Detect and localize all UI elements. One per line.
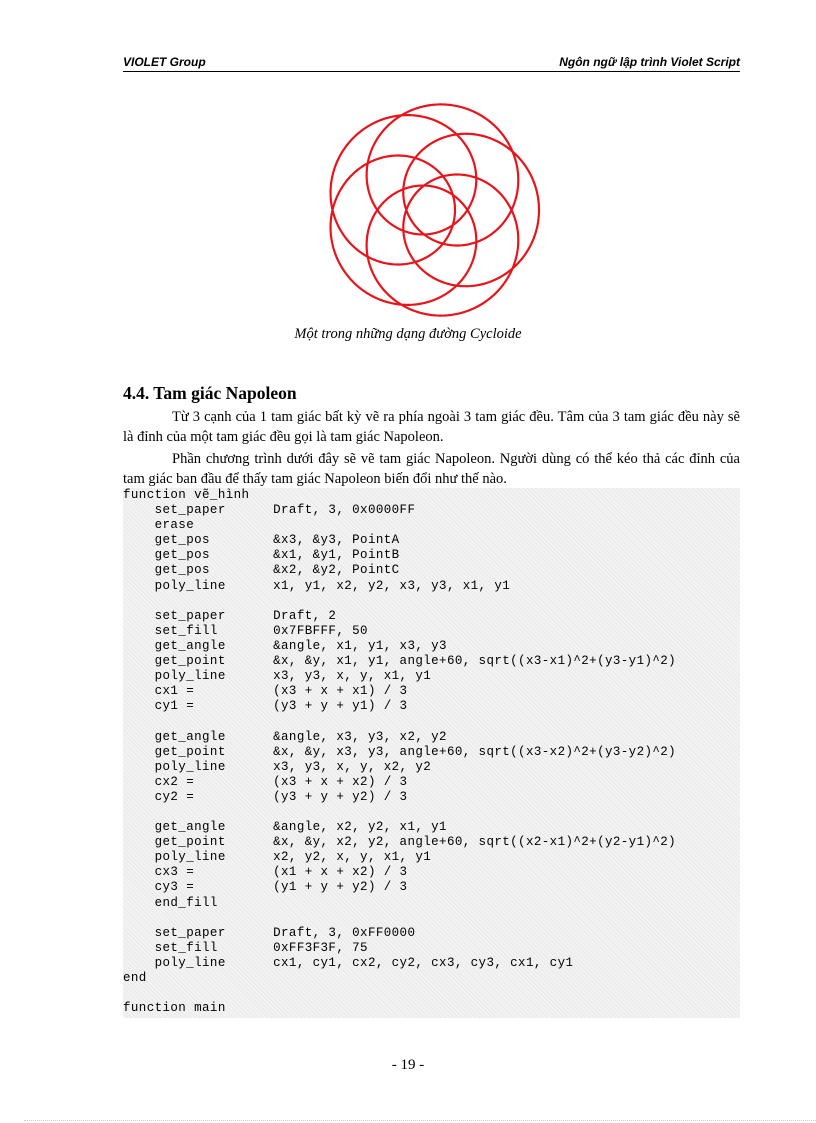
paragraph-intro: Từ 3 cạnh của 1 tam giác bất kỳ vẽ ra phía ngoài 3 tam giác đều. Tâm của 3 tam giác đều này sẽ là đỉnh của một tam giác đều gọi là tam giác Napoleon. [123,409,740,445]
page-header [123,55,740,72]
code-line: poly_line cx1, cy1, cx2, cy2, cx3, cy3, cx1, cy1 [123,955,574,970]
code-line: cy2 = (y3 + y + y2) / 3 [123,789,408,804]
cycloid-figure [322,100,542,320]
code-line: end [123,971,147,985]
code-line [123,714,740,729]
code-line: get_point &x, &y, x3, y3, angle+60, sqrt((x3-x2)^2+(y3-y2)^2) [123,744,677,759]
header-group-name: VIOLET Group [123,55,206,69]
code-line: cx3 = (x1 + x + x2) / 3 [123,865,408,880]
page-number: - 19 - [391,1057,425,1073]
code-block [123,488,740,1018]
code-line: end_fill [123,895,218,910]
code-line: poly_line x3, y3, x, y, x1, y1 [123,669,432,684]
code-line: function vẽ_hình [123,488,250,502]
code-line: get_point &x, &y, x1, y1, angle+60, sqrt((x3-x1)^2+(y3-y1)^2) [123,654,677,669]
code-line: get_point &x, &y, x2, y2, angle+60, sqrt((x2-x1)^2+(y2-y1)^2) [123,835,677,850]
code-line: get_pos &x1, &y1, PointB [123,548,400,563]
code-line [123,805,740,820]
code-line: get_angle &angle, x2, y2, x1, y1 [123,820,447,835]
cycloid-curve [331,104,539,315]
code-line: erase [123,518,195,533]
code-line: cx1 = (x3 + x + x1) / 3 [123,684,408,699]
section-title: 4.4. Tam giác Napoleon [123,383,297,403]
code-line: cy1 = (y3 + y + y1) / 3 [123,699,408,714]
page-bottom-divider [24,1120,816,1121]
code-line [123,911,740,926]
code-line: set_paper Draft, 3, 0x0000FF [123,503,416,518]
code-line: poly_line x3, y3, x, y, x2, y2 [123,759,432,774]
code-line: set_paper Draft, 3, 0xFF0000 [123,925,416,940]
header-book-title: Ngôn ngữ lập trình Violet Script [559,55,740,69]
code-line: set_paper Draft, 2 [123,608,337,623]
paragraph-program: Phần chương trình dưới đây sẽ vẽ tam giác Napoleon. Người dùng có thể kéo thả các đỉnh của tam giác ban đầu để thấy tam giác Napoleon biến đổi như thế nào. [123,451,740,487]
figure-caption: Một trong những dạng đường Cycloide [294,326,522,342]
code-line: poly_line x1, y1, x2, y2, x3, y3, x1, y1 [123,578,511,593]
code-line: cy3 = (y1 + y + y2) / 3 [123,880,408,895]
code-line: get_pos &x3, &y3, PointA [123,533,400,548]
code-line: cx2 = (x3 + x + x2) / 3 [123,774,408,789]
code-line: set_fill 0x7FBFFF, 50 [123,623,368,638]
code-line [123,594,740,609]
code-line: set_fill 0xFF3F3F, 75 [123,940,368,955]
code-line: get_angle &angle, x1, y1, x3, y3 [123,638,447,653]
code-line: function main [123,1001,226,1016]
code-line: get_pos &x2, &y2, PointC [123,563,400,578]
code-line [123,986,740,1001]
code-line: get_angle &angle, x3, y3, x2, y2 [123,729,447,744]
code-line: poly_line x2, y2, x, y, x1, y1 [123,850,432,865]
